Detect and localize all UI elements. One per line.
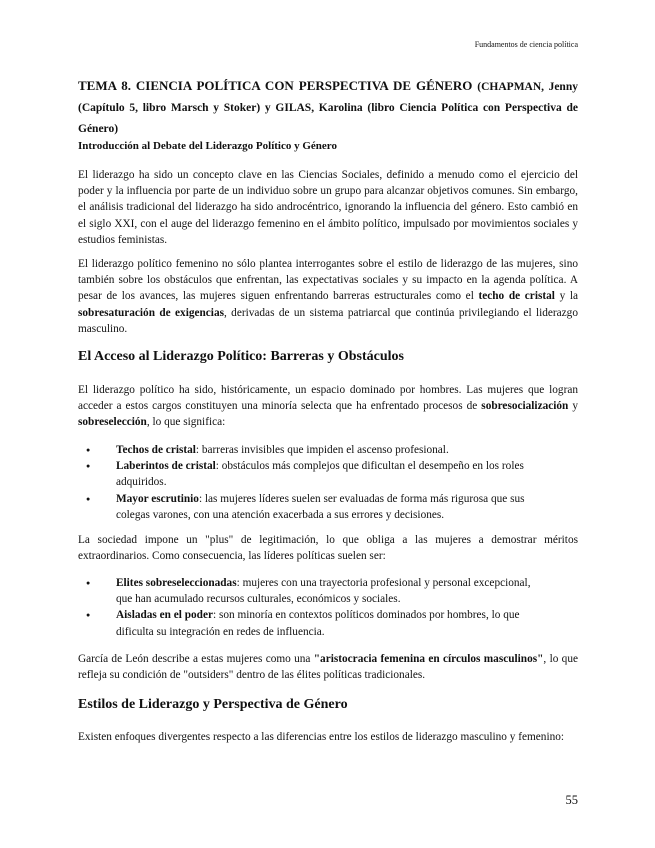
running-header: Fundamentos de ciencia política [474,40,578,49]
paragraph-3 [78,382,578,431]
text-segment: El liderazgo político femenino no sólo plantea interrogantes sobre el estilo de liderazgo de las mujeres, sino también sobre los obstáculos que enfrentan, las expectativas sociales y su impacto en la agenda política. A pesar de los avances, las mujeres siguen enfrentando barreras estructurales como el [78,258,578,303]
text-segment: , lo que significa: [146,416,226,429]
section-heading-estilos: Estilos de Liderazgo y Perspectiva de Género [78,697,348,712]
list-item-term: Mayor escrutinio [116,492,199,505]
page-number: 55 [565,793,578,807]
list-item [78,491,538,523]
list-item-text: : obstáculos más complejos que dificultan el desempeño en los roles adquiridos. [116,460,524,489]
list-item-text: : mujeres con una trayectoria profesional y personal excepcional, que han acumulado recursos culturales, económicos y sociales. [116,577,531,606]
list-item [78,575,538,607]
list-item-text: : son minoría en contextos políticos dominados por hombres, lo que dificulta su integración en redes de influencia. [116,609,520,638]
text-segment: García de León describe a estas mujeres como una [78,653,314,665]
bold-term: sobresaturación de exigencias [78,306,224,319]
paragraph-2 [78,256,578,337]
chapter-title-main: TEMA 8. CIENCIA POLÍTICA CON PERSPECTIVA DE GÉNERO [78,78,478,93]
bold-term: sobreselección [78,416,147,429]
text-segment: , derivadas de un sistema patriarcal que continúa privilegiando el liderazgo masculino. [78,306,578,335]
bold-term: techo de cristal [478,290,555,303]
text-segment: El liderazgo político ha sido, históricamente, un espacio dominado por hombres. Las mujeres que logran acceder a estos cargos constituyen una minoría selecta que ha enfrentado procesos de [78,384,578,413]
chapter-title-sources: (CHAPMAN, Jenny (Capítulo 5, libro Marsch y Stoker) y GILAS, Karolina (libro Ciencia Política con Perspectiva de Género) [78,81,578,135]
list-item [78,607,538,639]
paragraph-6: Existen enfoques divergentes respecto a las diferencias entre los estilos de liderazgo masculino y femenino: [78,731,565,743]
bold-term: sobresocialización [481,400,569,413]
list-item-term: Aisladas en el poder [116,609,213,622]
bullet-list-barriers [78,442,538,523]
bullet-list-leaders [78,575,538,640]
list-item [78,458,538,490]
list-item-term: Laberintos de cristal [116,460,216,473]
list-item [78,442,538,458]
list-item-text: : barreras invisibles que impiden el ascenso profesional. [195,444,449,456]
section-heading-acceso: El Acceso al Liderazgo Político: Barreras y Obstáculos [78,349,404,364]
text-segment: y [568,400,578,413]
chapter-title [78,76,578,139]
list-item-text: : las mujeres líderes suelen ser evaluadas de forma más rigurosa que sus colegas varones, con una atención exacerbada a sus errores y decisiones. [116,492,525,521]
paragraph-5 [78,651,578,683]
text-segment: y la [554,290,579,303]
paragraph-4: La sociedad impone un "plus" de legitimación, lo que obliga a las mujeres a demostrar méritos extraordinarios. Como consecuencia, las líderes políticas suelen ser: [78,534,578,563]
bold-term: "aristocracia femenina en círculos masculinos" [313,653,544,665]
list-item-term: Elites sobreseleccionadas [116,577,237,589]
text-segment: , lo que refleja su condición de "outsiders" dentro de las élites políticas tradicionales. [78,653,578,682]
intro-heading: Introducción al Debate del Liderazgo Político y Género [78,140,337,152]
list-item-term: Techos de cristal [116,444,196,456]
paragraph-1: El liderazgo ha sido un concepto clave en las Ciencias Sociales, definido a menudo como el ejercicio del poder y la influencia por parte de un individuo sobre un grupo para alcanzar objetivos comunes. Sin embargo, el análisis tradicional del liderazgo ha sido androcéntrico, ignorando la influencia del género. Esto cambió en el siglo XXI, con el auge del liderazgo femenino en el ámbito político, impulsado por movimientos sociales y estudios feministas. [78,169,578,246]
